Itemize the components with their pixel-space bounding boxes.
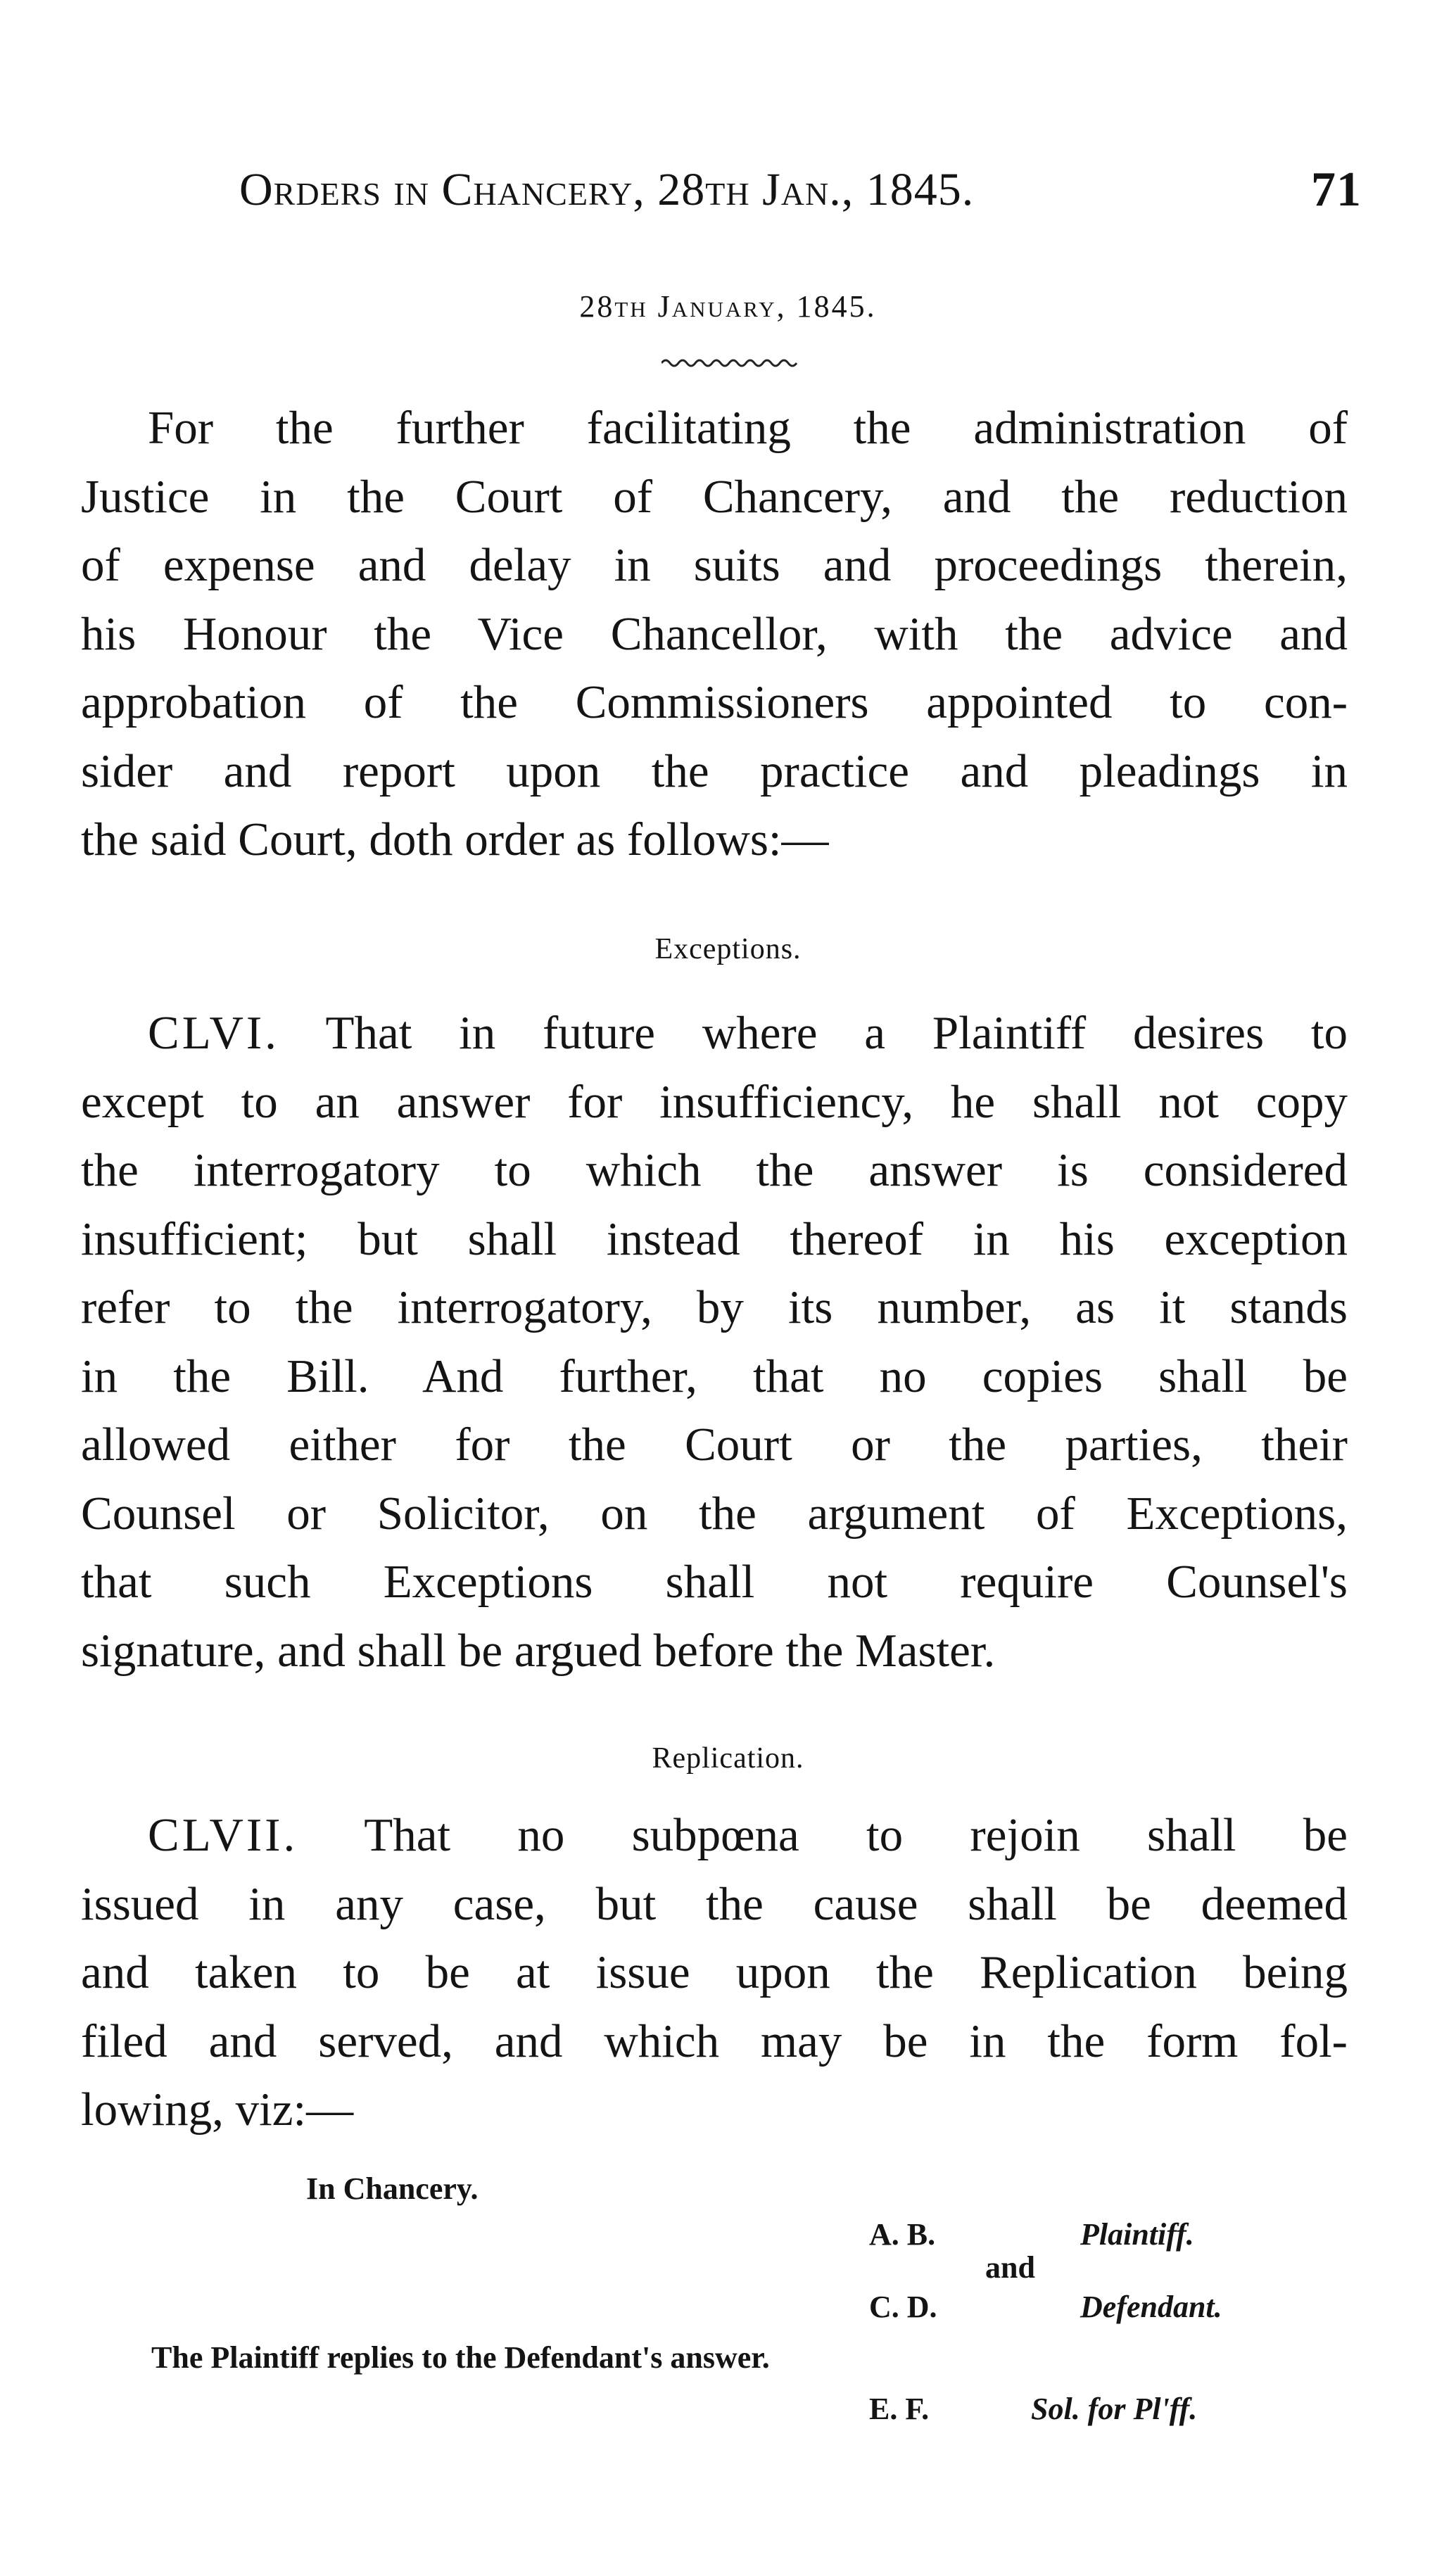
dateline: 28th January, 1845. xyxy=(579,289,877,324)
order-number: CLVI. xyxy=(148,1007,279,1059)
form-replies-text: The Plaintiff replies to the Defendant's answer. xyxy=(151,2340,770,2375)
form-party-cd: C. D. xyxy=(869,2290,937,2324)
text-run: That in future where a Plaintiff desires to xyxy=(325,1007,1348,1059)
text-line: issued in any case, but the cause shall be deemed xyxy=(81,1877,1348,1930)
text-line: that such Exceptions shall not require Counsel's xyxy=(81,1556,1348,1608)
order-clvii-paragraph xyxy=(81,1801,1348,2145)
text-line: signature, and shall be argued before the Master. xyxy=(81,1624,996,1677)
form-party-ab: A. B. xyxy=(869,2217,936,2252)
text-line: For the further facilitating the administration of xyxy=(148,402,1348,454)
form-solicitor-label: Sol. for Pl'ff. xyxy=(1031,2392,1198,2426)
running-title: Orders in Chancery, 28th Jan., 1845. xyxy=(239,164,975,215)
text-line: the interrogatory to which the answer is considered xyxy=(81,1144,1348,1196)
text-line: Counsel or Solicitor, on the argument of Exceptions, xyxy=(81,1487,1348,1540)
section-heading-replication: Replication. xyxy=(652,1742,804,1775)
form-defendant-label: Defendant. xyxy=(1080,2290,1222,2324)
form-and: and xyxy=(985,2250,1035,2285)
text-line: his Honour the Vice Chancellor, with the advice and xyxy=(81,607,1348,660)
running-head xyxy=(239,155,1362,225)
text-line: and taken to be at issue upon the Replication being xyxy=(81,1946,1348,1998)
text-line: the said Court, doth order as follows:— xyxy=(81,813,829,865)
text-line: in the Bill. And further, that no copies shall be xyxy=(81,1350,1348,1402)
text-line: filed and served, and which may be in the form fol- xyxy=(81,2015,1348,2067)
text-line: approbation of the Commissioners appointed to con- xyxy=(81,676,1348,728)
section-heading-exceptions: Exceptions. xyxy=(654,933,802,965)
text-line: insufficient; but shall instead thereof in his exception xyxy=(81,1212,1348,1265)
page-number: 71 xyxy=(1311,163,1362,217)
text-line: refer to the interrogatory, by its number, as it stands xyxy=(81,1281,1348,1333)
wavy-rule-ornament xyxy=(661,357,802,369)
form-solicitor-ef: E. F. xyxy=(869,2392,930,2426)
text-line: Justice in the Court of Chancery, and the reduction xyxy=(81,470,1348,523)
order-clvi-paragraph xyxy=(81,999,1348,1685)
text-line: except to an answer for insufficiency, he shall not copy xyxy=(81,1075,1348,1128)
text-run: That no subpœna to rejoin shall be xyxy=(364,1809,1348,1861)
text-line: lowing, viz:— xyxy=(81,2083,354,2136)
form-plaintiff-label: Plaintiff. xyxy=(1080,2217,1194,2252)
text-line: allowed either for the Court or the parties, their xyxy=(81,1419,1348,1471)
text-line: sider and report upon the practice and pleadings in xyxy=(81,744,1348,797)
intro-paragraph xyxy=(81,394,1348,875)
text-line: of expense and delay in suits and proceedings therein, xyxy=(81,539,1348,591)
order-number: CLVII. xyxy=(148,1809,298,1861)
replication-form xyxy=(0,2171,1456,2466)
form-court: In Chancery. xyxy=(306,2171,479,2206)
text-line xyxy=(81,999,1348,1068)
text-line xyxy=(81,1801,1348,1870)
